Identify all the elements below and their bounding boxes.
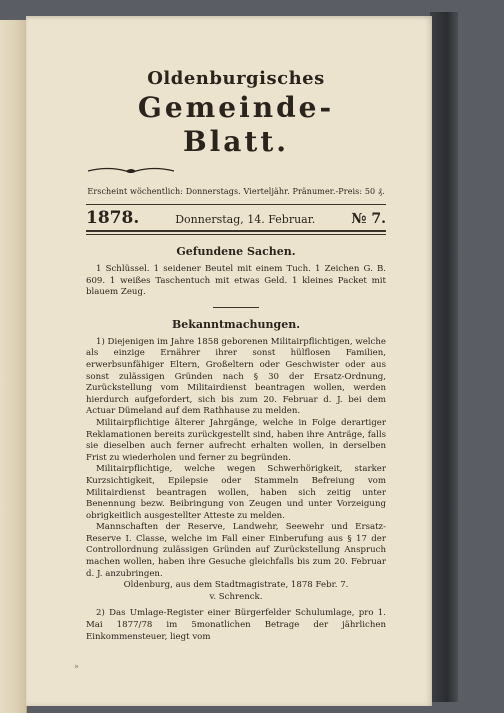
section-divider: [213, 307, 259, 308]
notice-paragraph-4: Mannschaften der Reserve, Landwehr, Seewehr und Ersatz-Reserve I. Classe, welche im Fall einer Einberufung aus § 17 der Controllordnung zulässigen Gründen auf Zurückstellung Anspruch machen wollen, haben ihre Gesuche gleichfalls bis zum 20. Februar d. J. anzubringen.: [86, 522, 386, 579]
page-content: [86, 62, 386, 643]
issue-year: 1878.: [86, 208, 140, 228]
found-items-text: 1 Schlüssel. 1 seidener Beutel mit einem Tuch. 1 Zeichen G. B. 609. 1 weißes Taschentuch mit etwas Geld. 1 kleines Packet mit blauem Zeug.: [86, 264, 386, 298]
issue-number: № 7.: [351, 211, 386, 227]
masthead-rule: [86, 234, 386, 235]
issue-date: Donnerstag, 14. Februar.: [175, 213, 316, 226]
newspaper-page: [26, 16, 432, 706]
masthead-title: Gemeinde-Blatt.: [137, 91, 335, 158]
notice-paragraph-3: Militairpflichtige, welche wegen Schwerhörigkeit, starker Kurzsichtigkeit, Epilepsie oder Stammeln Befreiung vom Militairdienst beantragen wollen, haben sich zeitig unter Benennung bezw. Beibringung von Zeugen und unter Vorzeigung obrigkeitlich ausgestellter Atteste zu melden.: [86, 464, 386, 521]
book-cover-edge: [430, 12, 458, 702]
facing-page-edge: [0, 20, 27, 713]
issue-date-row: [86, 204, 386, 232]
subscription-info: Erscheint wöchentlich: Donnerstags. Vierteljähr. Pränumer.-Preis: 50 ₰.: [87, 187, 385, 196]
notice-place-date: Oldenburg, aus dem Stadtmagistrate, 1878 Febr. 7.: [123, 580, 349, 591]
masthead-pre-title: Oldenburgisches: [147, 68, 325, 89]
notice-signature: v. Schrenck.: [209, 591, 263, 602]
ornament-divider: [86, 165, 176, 177]
notice-paragraph-1: 1) Diejenigen im Jahre 1858 geborenen Militairpflichtigen, welche als einzige Ernährer ihrer sonst hülflosen Familien, erwerbsunfähiger Eltern, Großeltern oder Geschwister oder aus sonst zulässigen Gründen nach § 30 der Ersatz-Ordnung, Zurückstellung vom Militairdienst beantragen wollen, werden hierdurch aufgefordert, sich bis zum 20. Februar d. J. bei dem Actuar Dümeland auf dem Rathhause zu melden.: [86, 336, 386, 417]
found-items-heading: Gefundene Sachen.: [176, 245, 296, 258]
page-mark: »: [74, 662, 79, 671]
notice-paragraph-5: 2) Das Umlage-Register einer Bürgerfelder Schulumlage, pro 1. Mai 1877/78 im 5monatlichen Betrage der jährlichen Einkommensteuer, liegt vom: [86, 608, 386, 642]
notice-paragraph-2: Militairpflichtige älterer Jahrgänge, welche in Folge derartiger Reklamationen bereits zurückgestellt sind, haben ihre Anträge, falls sie dieselben auch ferner aufrecht erhalten wollen, in derselben Frist zu wiederholen und ferner zu begründen.: [86, 417, 386, 463]
notices-heading: Bekanntmachungen.: [171, 317, 301, 331]
